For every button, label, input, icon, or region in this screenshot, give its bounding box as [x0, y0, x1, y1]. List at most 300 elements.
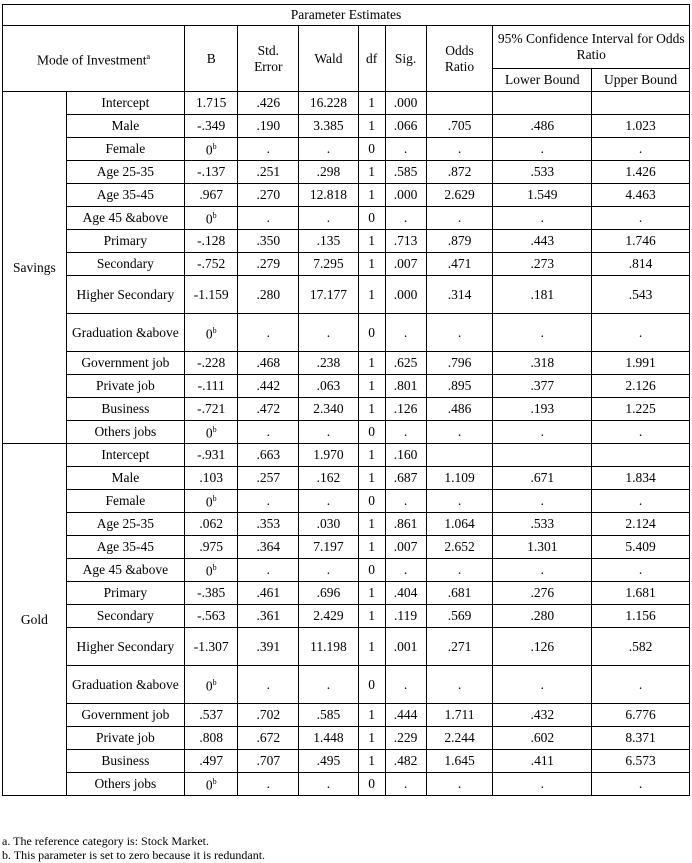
lower-bound-cell: .: [493, 559, 592, 582]
lower-bound-cell: .411: [493, 750, 592, 773]
std-error-cell: .280: [238, 276, 299, 314]
sig-cell: .: [385, 314, 426, 352]
wald-cell: .: [299, 490, 359, 513]
odds-ratio-cell: .486: [426, 398, 493, 421]
std-error-cell: .353: [238, 513, 299, 536]
lower-bound-cell: .486: [493, 115, 592, 138]
std-error-cell: .270: [238, 184, 299, 207]
footnote-marker-a: a: [146, 51, 151, 61]
lower-bound-cell: [493, 444, 592, 467]
parameter-label: Age 45 &above: [66, 559, 184, 582]
sig-cell: .444: [385, 704, 426, 727]
std-error-cell: .468: [238, 352, 299, 375]
odds-ratio-cell: .872: [426, 161, 493, 184]
lower-bound-cell: .443: [493, 230, 592, 253]
table-row: [3, 161, 690, 184]
odds-ratio-cell: .: [426, 421, 493, 444]
b-cell: .103: [185, 467, 238, 490]
b-cell: -.128: [185, 230, 238, 253]
odds-ratio-cell: .: [426, 490, 493, 513]
upper-bound-cell: 1.746: [592, 230, 690, 253]
sig-cell: .801: [385, 375, 426, 398]
wald-cell: 3.385: [299, 115, 359, 138]
sig-cell: .007: [385, 536, 426, 559]
df-cell: 1: [358, 161, 385, 184]
lower-bound-cell: .: [493, 207, 592, 230]
df-cell: 1: [358, 352, 385, 375]
parameter-estimates-table: [2, 4, 690, 796]
std-error-cell: .: [238, 773, 299, 796]
parameter-label: Age 35-45: [66, 184, 184, 207]
upper-bound-cell: .543: [592, 276, 690, 314]
std-error-cell: .: [238, 207, 299, 230]
sig-cell: .229: [385, 727, 426, 750]
df-cell: 1: [358, 628, 385, 666]
wald-cell: .298: [299, 161, 359, 184]
table-row: [3, 666, 690, 704]
table-row: [3, 727, 690, 750]
wald-cell: .238: [299, 352, 359, 375]
df-cell: 0: [358, 490, 385, 513]
std-error-cell: .: [238, 559, 299, 582]
df-cell: 0: [358, 559, 385, 582]
upper-bound-cell: 1.991: [592, 352, 690, 375]
odds-ratio-cell: 2.652: [426, 536, 493, 559]
table-row: [3, 314, 690, 352]
odds-ratio-cell: .: [426, 138, 493, 161]
df-cell: 1: [358, 467, 385, 490]
table-row: [3, 559, 690, 582]
b-cell: .967: [185, 184, 238, 207]
footnote-b: b. This parameter is set to zero because it is redundant.: [2, 848, 266, 862]
df-cell: 0: [358, 314, 385, 352]
b-cell: .062: [185, 513, 238, 536]
upper-bound-cell: 4.463: [592, 184, 690, 207]
b-cell: -.228: [185, 352, 238, 375]
parameter-label: Male: [66, 115, 184, 138]
parameter-label: Private job: [66, 727, 184, 750]
b-cell: -.137: [185, 161, 238, 184]
wald-cell: .: [299, 421, 359, 444]
sig-cell: .119: [385, 605, 426, 628]
std-error-cell: .472: [238, 398, 299, 421]
odds-ratio-cell: .: [426, 314, 493, 352]
b-cell: -.349: [185, 115, 238, 138]
b-cell: -.563: [185, 605, 238, 628]
std-error-cell: .364: [238, 536, 299, 559]
header-wald: Wald: [299, 26, 359, 92]
df-cell: 1: [358, 536, 385, 559]
df-cell: 1: [358, 184, 385, 207]
std-error-cell: .672: [238, 727, 299, 750]
parameter-label: Intercept: [66, 444, 184, 467]
odds-ratio-cell: .681: [426, 582, 493, 605]
b-cell: 0$^b$: [185, 559, 238, 582]
df-cell: 1: [358, 605, 385, 628]
b-cell: -.111: [185, 375, 238, 398]
std-error-cell: .426: [238, 92, 299, 115]
odds-ratio-cell: .271: [426, 628, 493, 666]
std-error-cell: .707: [238, 750, 299, 773]
parameter-label: Graduation &above: [66, 666, 184, 704]
upper-bound-cell: 2.126: [592, 375, 690, 398]
table-row: [3, 115, 690, 138]
df-cell: 0: [358, 207, 385, 230]
sig-cell: .001: [385, 628, 426, 666]
b-cell: 0$^b$: [185, 666, 238, 704]
lower-bound-cell: .: [493, 490, 592, 513]
lower-bound-cell: .193: [493, 398, 592, 421]
std-error-cell: .257: [238, 467, 299, 490]
wald-cell: .696: [299, 582, 359, 605]
df-cell: 0: [358, 421, 385, 444]
b-cell: 0$^b$: [185, 314, 238, 352]
lower-bound-cell: .276: [493, 582, 592, 605]
odds-ratio-cell: 2.244: [426, 727, 493, 750]
lower-bound-cell: .533: [493, 161, 592, 184]
odds-ratio-cell: 2.629: [426, 184, 493, 207]
parameter-label: Government job: [66, 704, 184, 727]
b-cell: -.721: [185, 398, 238, 421]
df-cell: 1: [358, 704, 385, 727]
table-row: [3, 444, 690, 467]
wald-cell: 2.429: [299, 605, 359, 628]
b-cell: 0$^b$: [185, 490, 238, 513]
df-cell: 1: [358, 444, 385, 467]
table-row: [3, 536, 690, 559]
odds-ratio-cell: .796: [426, 352, 493, 375]
sig-cell: .: [385, 559, 426, 582]
upper-bound-cell: .: [592, 421, 690, 444]
df-cell: 1: [358, 727, 385, 750]
std-error-cell: .702: [238, 704, 299, 727]
lower-bound-cell: 1.301: [493, 536, 592, 559]
upper-bound-cell: 1.426: [592, 161, 690, 184]
b-cell: -.752: [185, 253, 238, 276]
upper-bound-cell: .: [592, 559, 690, 582]
table-body: [3, 92, 690, 796]
b-cell: .975: [185, 536, 238, 559]
table-row: [3, 704, 690, 727]
wald-cell: .: [299, 207, 359, 230]
table-row: [3, 398, 690, 421]
b-cell: 0$^b$: [185, 773, 238, 796]
upper-bound-cell: 6.573: [592, 750, 690, 773]
upper-bound-cell: .: [592, 207, 690, 230]
sig-cell: .066: [385, 115, 426, 138]
wald-cell: 7.295: [299, 253, 359, 276]
b-cell: -1.307: [185, 628, 238, 666]
table-row: [3, 513, 690, 536]
parameter-label: Primary: [66, 582, 184, 605]
std-error-cell: .190: [238, 115, 299, 138]
parameter-label: Business: [66, 750, 184, 773]
std-error-cell: .: [238, 666, 299, 704]
upper-bound-cell: .: [592, 138, 690, 161]
std-error-cell: .251: [238, 161, 299, 184]
wald-cell: 16.228: [299, 92, 359, 115]
lower-bound-cell: .: [493, 773, 592, 796]
b-cell: 0$^b$: [185, 421, 238, 444]
table-row: [3, 421, 690, 444]
upper-bound-cell: [592, 444, 690, 467]
df-cell: 1: [358, 230, 385, 253]
upper-bound-cell: .: [592, 490, 690, 513]
table-row: [3, 138, 690, 161]
odds-ratio-cell: [426, 444, 493, 467]
std-error-cell: .391: [238, 628, 299, 666]
wald-cell: .585: [299, 704, 359, 727]
footnote-marker-b: b: [212, 425, 217, 435]
lower-bound-cell: .: [493, 138, 592, 161]
sig-cell: .: [385, 490, 426, 513]
lower-bound-cell: .377: [493, 375, 592, 398]
sig-cell: .007: [385, 253, 426, 276]
upper-bound-cell: [592, 92, 690, 115]
upper-bound-cell: 5.409: [592, 536, 690, 559]
upper-bound-cell: .: [592, 773, 690, 796]
odds-ratio-cell: .895: [426, 375, 493, 398]
header-b: B: [185, 26, 238, 92]
odds-ratio-cell: [426, 92, 493, 115]
std-error-cell: .: [238, 421, 299, 444]
odds-ratio-cell: .705: [426, 115, 493, 138]
footnote-marker-b: b: [212, 494, 217, 504]
df-cell: 1: [358, 276, 385, 314]
sig-cell: .000: [385, 92, 426, 115]
odds-ratio-cell: .879: [426, 230, 493, 253]
table-row: [3, 750, 690, 773]
table-row: [3, 490, 690, 513]
group-label: Gold: [3, 444, 67, 796]
df-cell: 1: [358, 582, 385, 605]
wald-cell: .: [299, 773, 359, 796]
upper-bound-cell: .: [592, 666, 690, 704]
parameter-label: Age 45 &above: [66, 207, 184, 230]
parameter-label: Private job: [66, 375, 184, 398]
wald-cell: 7.197: [299, 536, 359, 559]
sig-cell: .: [385, 773, 426, 796]
lower-bound-cell: .280: [493, 605, 592, 628]
parameter-label: Higher Secondary: [66, 276, 184, 314]
header-df: df: [358, 26, 385, 92]
b-cell: -.931: [185, 444, 238, 467]
parameter-label: Secondary: [66, 605, 184, 628]
odds-ratio-cell: 1.711: [426, 704, 493, 727]
wald-cell: 17.177: [299, 276, 359, 314]
df-cell: 0: [358, 666, 385, 704]
table-row: [3, 582, 690, 605]
header-mode-of-investment: Mode of Investment$^a$: [3, 26, 185, 92]
sig-cell: .: [385, 666, 426, 704]
table-row: [3, 773, 690, 796]
parameter-label: Female: [66, 490, 184, 513]
lower-bound-cell: .181: [493, 276, 592, 314]
odds-ratio-cell: .: [426, 666, 493, 704]
sig-cell: .713: [385, 230, 426, 253]
group-label: Savings: [3, 92, 67, 444]
footnote-marker-b: b: [212, 777, 217, 787]
b-cell: .808: [185, 727, 238, 750]
footnote-marker-b: b: [212, 211, 217, 221]
wald-cell: .162: [299, 467, 359, 490]
parameter-label: Female: [66, 138, 184, 161]
sig-cell: .585: [385, 161, 426, 184]
b-cell: -1.159: [185, 276, 238, 314]
upper-bound-cell: .814: [592, 253, 690, 276]
df-cell: 1: [358, 375, 385, 398]
wald-cell: 2.340: [299, 398, 359, 421]
sig-cell: .: [385, 207, 426, 230]
df-cell: 1: [358, 253, 385, 276]
odds-ratio-cell: 1.109: [426, 467, 493, 490]
footnote-marker-b: b: [212, 677, 217, 687]
upper-bound-cell: 2.124: [592, 513, 690, 536]
wald-cell: .: [299, 559, 359, 582]
lower-bound-cell: .: [493, 421, 592, 444]
wald-cell: .495: [299, 750, 359, 773]
df-cell: 1: [358, 750, 385, 773]
df-cell: 0: [358, 773, 385, 796]
header-upper-bound: Upper Bound: [592, 69, 690, 92]
odds-ratio-cell: .: [426, 207, 493, 230]
header-std-error: Std. Error: [238, 26, 299, 92]
wald-cell: 1.448: [299, 727, 359, 750]
upper-bound-cell: 8.371: [592, 727, 690, 750]
parameter-label: Male: [66, 467, 184, 490]
std-error-cell: .350: [238, 230, 299, 253]
sig-cell: .625: [385, 352, 426, 375]
lower-bound-cell: [493, 92, 592, 115]
footnote-marker-b: b: [212, 142, 217, 152]
parameter-label: Age 25-35: [66, 161, 184, 184]
parameter-label: Primary: [66, 230, 184, 253]
b-cell: .537: [185, 704, 238, 727]
std-error-cell: .279: [238, 253, 299, 276]
lower-bound-cell: .602: [493, 727, 592, 750]
footnote-a: a. The reference category is: Stock Market.: [2, 834, 210, 848]
upper-bound-cell: .582: [592, 628, 690, 666]
sig-cell: .404: [385, 582, 426, 605]
b-cell: -.385: [185, 582, 238, 605]
lower-bound-cell: .: [493, 666, 592, 704]
std-error-cell: .: [238, 138, 299, 161]
header-sig: Sig.: [385, 26, 426, 92]
sig-cell: .482: [385, 750, 426, 773]
table-row: [3, 352, 690, 375]
sig-cell: .000: [385, 276, 426, 314]
parameter-label: Government job: [66, 352, 184, 375]
b-cell: .497: [185, 750, 238, 773]
table-row: [3, 628, 690, 666]
lower-bound-cell: .126: [493, 628, 592, 666]
lower-bound-cell: .533: [493, 513, 592, 536]
parameter-label: Higher Secondary: [66, 628, 184, 666]
table-row: [3, 230, 690, 253]
upper-bound-cell: .: [592, 314, 690, 352]
sig-cell: .126: [385, 398, 426, 421]
parameter-label: Intercept: [66, 92, 184, 115]
odds-ratio-cell: .471: [426, 253, 493, 276]
table-row: [3, 184, 690, 207]
odds-ratio-cell: .569: [426, 605, 493, 628]
lower-bound-cell: .273: [493, 253, 592, 276]
wald-cell: 12.818: [299, 184, 359, 207]
upper-bound-cell: 1.681: [592, 582, 690, 605]
df-cell: 1: [358, 398, 385, 421]
df-cell: 0: [358, 138, 385, 161]
wald-cell: .063: [299, 375, 359, 398]
table-title: Parameter Estimates: [3, 5, 690, 26]
lower-bound-cell: .432: [493, 704, 592, 727]
odds-ratio-cell: 1.645: [426, 750, 493, 773]
table-row: [3, 605, 690, 628]
wald-cell: .: [299, 314, 359, 352]
wald-cell: 11.198: [299, 628, 359, 666]
sig-cell: .: [385, 138, 426, 161]
odds-ratio-cell: .314: [426, 276, 493, 314]
parameter-label: Age 35-45: [66, 536, 184, 559]
upper-bound-cell: 1.225: [592, 398, 690, 421]
table-row: [3, 92, 690, 115]
table-row: [3, 467, 690, 490]
b-cell: 1.715: [185, 92, 238, 115]
std-error-cell: .461: [238, 582, 299, 605]
std-error-cell: .361: [238, 605, 299, 628]
lower-bound-cell: 1.549: [493, 184, 592, 207]
lower-bound-cell: .: [493, 314, 592, 352]
upper-bound-cell: 1.834: [592, 467, 690, 490]
df-cell: 1: [358, 513, 385, 536]
parameter-label: Others jobs: [66, 773, 184, 796]
sig-cell: .687: [385, 467, 426, 490]
lower-bound-cell: .318: [493, 352, 592, 375]
odds-ratio-cell: 1.064: [426, 513, 493, 536]
b-cell: 0$^b$: [185, 207, 238, 230]
header-lower-bound: Lower Bound: [493, 69, 592, 92]
parameter-label: Others jobs: [66, 421, 184, 444]
table-row: [3, 207, 690, 230]
sig-cell: .160: [385, 444, 426, 467]
parameter-label: Business: [66, 398, 184, 421]
table-row: [3, 375, 690, 398]
sig-cell: .: [385, 421, 426, 444]
header-odds-ratio: Odds Ratio: [426, 26, 493, 92]
std-error-cell: .: [238, 490, 299, 513]
header-confidence-interval: 95% Confidence Interval for Odds Ratio: [493, 26, 690, 69]
std-error-cell: .442: [238, 375, 299, 398]
b-cell: 0$^b$: [185, 138, 238, 161]
footnote-marker-b: b: [212, 563, 217, 573]
std-error-cell: .663: [238, 444, 299, 467]
upper-bound-cell: 1.156: [592, 605, 690, 628]
footnote-marker-b: b: [212, 325, 217, 335]
lower-bound-cell: .671: [493, 467, 592, 490]
parameter-label: Secondary: [66, 253, 184, 276]
upper-bound-cell: 1.023: [592, 115, 690, 138]
wald-cell: .030: [299, 513, 359, 536]
sig-cell: .861: [385, 513, 426, 536]
wald-cell: .135: [299, 230, 359, 253]
df-cell: 1: [358, 115, 385, 138]
std-error-cell: .: [238, 314, 299, 352]
table-row: [3, 253, 690, 276]
wald-cell: .: [299, 138, 359, 161]
odds-ratio-cell: .: [426, 559, 493, 582]
odds-ratio-cell: .: [426, 773, 493, 796]
parameter-label: Age 25-35: [66, 513, 184, 536]
wald-cell: 1.970: [299, 444, 359, 467]
